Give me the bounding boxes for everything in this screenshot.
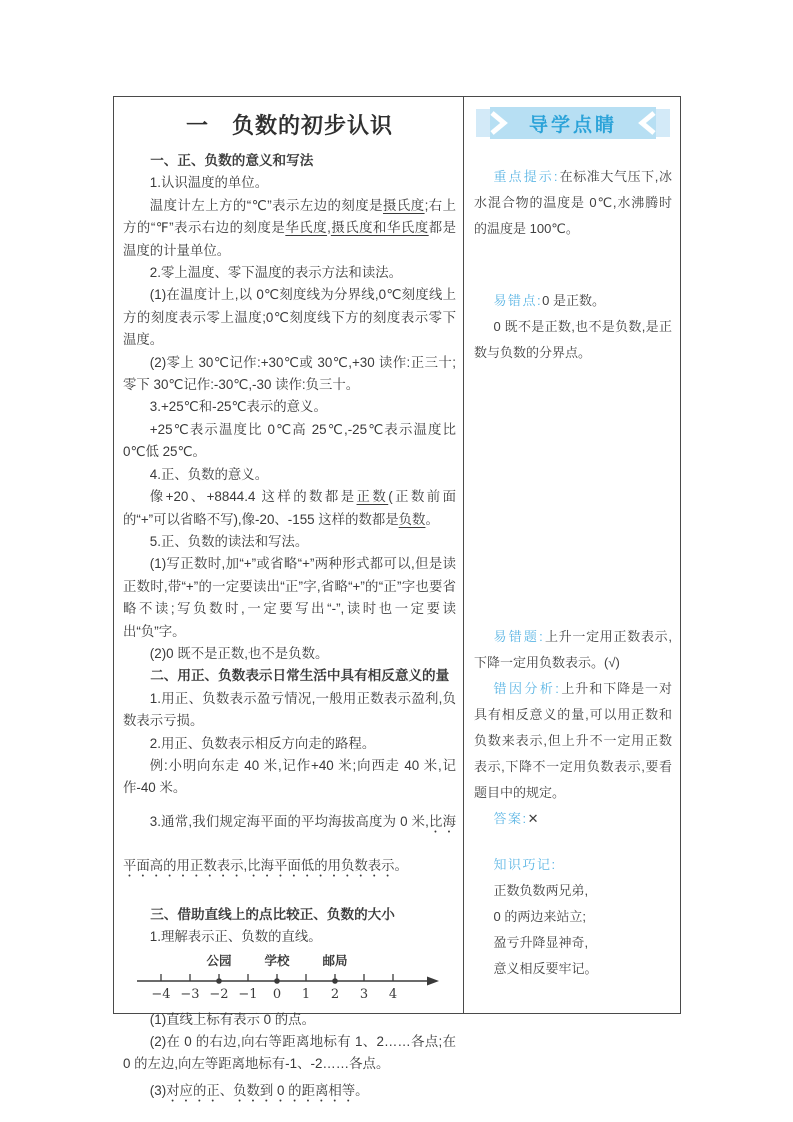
worksheet-page <box>113 96 681 1098</box>
sidebar-paragraph <box>474 904 672 930</box>
text-run: (1)在温度计上,以 0℃刻度线为分界线,0℃刻度线上方的刻度表示零上温度;0℃刻度线下方的刻度表示零下温度。 <box>123 287 456 348</box>
text-run: 。 <box>355 1082 369 1098</box>
sidebar-paragraph <box>474 878 672 904</box>
text-run: 意义相反要牢记。 <box>493 961 598 976</box>
text-run: 在标准大气压下,冰水混合物的温度是 0℃,水沸腾时的温度是 100℃。 <box>474 169 672 236</box>
paragraph <box>123 755 456 800</box>
text-run: (1)直线上标有表示 0 的点。 <box>149 1011 315 1027</box>
text-run: (3) <box>149 1082 167 1098</box>
text-run: 例:小明向东走 40 米,记作+40 米;向西走 40 米,记作-40 米。 <box>123 757 456 796</box>
number-line-figure <box>129 953 456 1007</box>
paragraph <box>123 688 456 733</box>
text-run: (正数前面的“+”可以省略不写),像-20、-155 这样的数都是 <box>123 489 457 527</box>
accent-label: 错因分析: <box>493 681 561 696</box>
text-run: 一、正、负数的意义和写法 <box>150 153 314 168</box>
underlined-text: 正数 <box>356 489 389 505</box>
page-title: 一 负数的初步认识 <box>185 113 393 138</box>
text-run: (2)0 既不是正数,也不是负数。 <box>149 645 329 661</box>
svg-text:−2: −2 <box>209 986 229 1002</box>
sidebar-blocks <box>474 164 672 982</box>
sidebar-paragraph <box>474 806 672 832</box>
underlined-text: 摄氏度 <box>382 197 425 213</box>
svg-text:0: 0 <box>272 986 282 1002</box>
text-run: 1.用正、负数表示盈亏情况,一般用正数表示盈利,负数表示亏损。 <box>123 690 456 729</box>
section-heading <box>123 665 456 687</box>
paragraph <box>123 172 456 194</box>
text-run: 2.零上温度、零下温度的表示方法和读法。 <box>149 265 402 281</box>
svg-text:−1: −1 <box>238 986 258 1002</box>
text-run: 1.理解表示正、负数的直线。 <box>149 929 322 945</box>
svg-text:1: 1 <box>301 986 311 1002</box>
text-run: 上升和下降是一对具有相反意义的量,可以用正数和负数来表示,但上升不一定用正数表示,下降不一定用负数表示,要看题目中的规定。 <box>474 681 672 800</box>
svg-text:4: 4 <box>388 986 398 1002</box>
accent-label: 易错点: <box>493 293 543 308</box>
accent-label: 重点提示: <box>493 169 559 184</box>
paragraph <box>123 262 456 284</box>
svg-text:3: 3 <box>359 986 369 1002</box>
sidebar-column <box>464 97 680 1013</box>
paragraph <box>123 926 456 948</box>
paragraph <box>123 284 456 351</box>
paragraph <box>123 352 456 397</box>
sidebar-note-block <box>474 288 672 366</box>
text-run: 二、用正、负数表示日常生活中具有相反意义的量 <box>150 668 450 684</box>
sidebar-paragraph <box>474 624 672 676</box>
text-run: 5.正、负数的读法和写法。 <box>149 533 309 549</box>
text-run: 3.通常,我们规定海平面的平均海拔高度为 0 米, <box>149 813 429 829</box>
sidebar-paragraph <box>474 288 672 314</box>
sidebar-paragraph <box>474 164 672 242</box>
text-run: (2)零上 30℃记作:+30℃或 30℃,+30 读作:正三十;零下 30℃记作:-30℃,-30 读作:负三十。 <box>123 354 456 393</box>
text-run: +25℃表示温度比 0℃高 25℃,-25℃表示温度比 0℃低 25℃。 <box>123 421 456 460</box>
sidebar-note-block <box>474 164 672 242</box>
text-run: 4.正、负数的意义。 <box>149 466 269 482</box>
paragraph <box>123 733 456 755</box>
text-run: 3.+25℃和-25℃表示的意义。 <box>149 399 327 415</box>
underlined-text: 负数 <box>398 511 426 527</box>
svg-text:学校: 学校 <box>264 952 290 968</box>
paragraph <box>123 553 456 643</box>
text-run: 0 既不是正数,也不是负数,是正数与负数的分界点。 <box>474 319 672 360</box>
paragraph <box>123 1009 456 1031</box>
text-run: , <box>327 220 331 236</box>
dot-emphasized-text: 对应的正、负数到 0 的距离相等 <box>166 1082 356 1098</box>
text-run: 0 的两边来站立; <box>493 909 586 924</box>
main-blocks <box>123 150 456 1105</box>
accent-label: 知识巧记: <box>493 857 557 872</box>
main-content-column <box>114 97 464 1098</box>
paragraph <box>123 396 456 418</box>
number-line-icon <box>129 953 449 1007</box>
text-run: 2.用正、负数表示相反方向走的路程。 <box>149 735 376 751</box>
text-run: 0 是正数。 <box>542 293 605 308</box>
text-run: 像+20、+8844.4 这样的数都是 <box>149 489 357 505</box>
text-run: 盈亏升降显神奇, <box>493 935 589 950</box>
text-run: 正数负数两兄弟, <box>493 883 589 898</box>
svg-text:−4: −4 <box>151 986 171 1002</box>
sidebar-paragraph <box>474 852 672 878</box>
sidebar-note-block <box>474 852 672 982</box>
accent-label: 答案: <box>493 811 528 826</box>
sidebar-paragraph <box>474 314 672 366</box>
text-run: ✕ <box>527 811 539 826</box>
svg-text:邮局: 邮局 <box>322 952 348 968</box>
paragraph <box>123 531 456 553</box>
paragraph <box>123 195 456 262</box>
sidebar-banner <box>474 104 672 142</box>
paragraph <box>123 486 456 531</box>
text-run: 三、借助直线上的点比较正、负数的大小 <box>150 906 395 922</box>
section-heading <box>123 150 456 172</box>
text-run: 。 <box>394 857 408 873</box>
paragraph <box>123 1080 456 1105</box>
sidebar-banner-title: 导学点睛 <box>528 115 617 136</box>
text-run: 温度计左上方的“℃”表示左边的刻度是 <box>149 197 383 213</box>
text-run: 1.认识温度的单位。 <box>149 175 269 191</box>
sidebar-paragraph <box>474 676 672 806</box>
text-run: (2)在 0 的右边,向右等距离地标有 1、2……各点;在 0 的左边,向左等距离地标有-1、-2……各点。 <box>123 1034 456 1072</box>
text-run: 。 <box>425 511 439 527</box>
paragraph <box>123 419 456 464</box>
underlined-text: 摄氏度和华氏度 <box>330 220 429 236</box>
svg-text:2: 2 <box>330 986 340 1002</box>
svg-text:公园: 公园 <box>206 952 232 968</box>
text-run: 上升一定用正数表示,下降一定用负数表示。(√) <box>474 629 672 670</box>
text-run: ;右上方的“℉”表示右边的刻度是 <box>123 197 456 236</box>
paragraph <box>123 800 456 888</box>
text-run: 都是温度的计量单位。 <box>123 220 457 258</box>
accent-label: 易错题: <box>493 629 545 644</box>
sidebar-note-block <box>474 624 672 832</box>
dot-emphasized-text: 比海平面高的用正数表示,比海平面低的用负数表示 <box>123 813 457 873</box>
text-run: (1)写正数时,加“+”或省略“+”两种形式都可以,但是读正数时,带“+”的一定要读出“正”字,省略“+”的“正”字也要省略不读;写负数时,一定要写出“-”,读时也一定要读出“负”字。 <box>123 556 456 639</box>
underlined-text: 华氏度 <box>285 220 328 236</box>
sidebar-paragraph <box>474 930 672 956</box>
paragraph <box>123 464 456 486</box>
sidebar-paragraph <box>474 956 672 982</box>
section-heading <box>123 904 456 926</box>
paragraph <box>123 643 456 665</box>
svg-text:−3: −3 <box>180 986 200 1002</box>
paragraph <box>123 1031 456 1076</box>
